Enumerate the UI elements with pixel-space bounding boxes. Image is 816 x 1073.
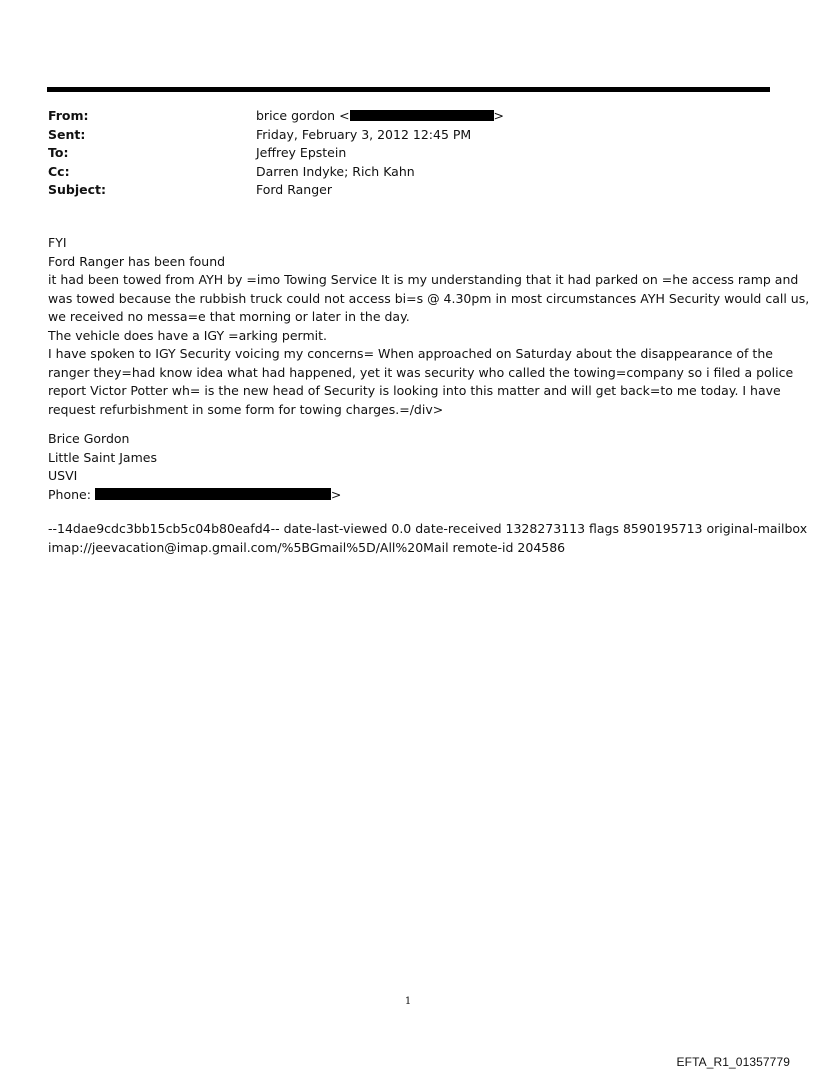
metadata-line: --14dae9cdc3bb15cb5c04b80eafd4-- date-last-viewed 0.0 date-received 1328273113 flags 8590195713 original-mailbox [48,521,808,536]
sent-value: Friday, February 3, 2012 12:45 PM [256,126,472,142]
body-line: we received no messa=e that morning or later in the day. [48,309,410,324]
to-row [48,144,768,163]
body-line: report Victor Potter wh= is the new head of Security is looking into this matter and will get back=to me today. I have [48,383,781,398]
cc-value: Darren Indyke; Rich Kahn [256,163,415,179]
from-row [48,107,768,126]
body-line: it had been towed from AYH by =imo Towing Service It is my understanding that it had parked on =he access ramp and [48,272,799,287]
redacted-email-block [350,110,494,121]
signature-region: USVI [48,468,78,483]
page-number: 1 [404,996,412,1007]
from-value [256,107,504,126]
body-line: FYI [48,235,67,250]
subject-value: Ford Ranger [256,182,332,197]
document-id: EFTA_R1_01357779 [676,1055,790,1069]
subject-label: Subject: [48,182,106,197]
email-signature [48,430,341,504]
from-label: From: [48,108,89,123]
from-suffix: > [493,108,505,123]
signature-phone-row [48,486,341,505]
cc-row [48,163,768,182]
header-divider-rule [47,87,770,92]
subject-row [48,181,768,200]
cc-label: Cc: [48,163,70,179]
email-body [48,234,810,419]
to-label: To: [48,145,69,160]
signature-name: Brice Gordon [48,431,130,446]
body-line: was towed because the rubbish truck could not access bi=s @ 4.30pm in most circumstances AYH Security would call us, [48,290,810,306]
body-line: I have spoken to IGY Security voicing my concerns= When approached on Saturday about the disappearance of the [48,346,773,361]
to-value: Jeffrey Epstein [256,145,347,160]
signature-location: Little Saint James [48,449,157,465]
mailbox-metadata [48,520,808,557]
email-header [48,107,768,200]
sent-label: Sent: [48,126,86,142]
redacted-phone-block [95,488,331,500]
phone-label: Phone: [48,486,91,502]
phone-suffix: > [330,486,342,502]
sent-row [48,126,768,145]
body-line: The vehicle does have a IGY =arking permit. [48,327,327,343]
body-line: ranger they=had know idea what had happened, yet it was security who called the towing=company so i filed a police [48,364,794,380]
body-line: request refurbishment in some form for towing charges.=/div> [48,401,444,417]
from-name: brice gordon < [256,108,350,123]
metadata-line: imap://jeevacation@imap.gmail.com/%5BGmail%5D/All%20Mail remote-id 204586 [48,539,566,555]
body-line: Ford Ranger has been found [48,253,226,269]
